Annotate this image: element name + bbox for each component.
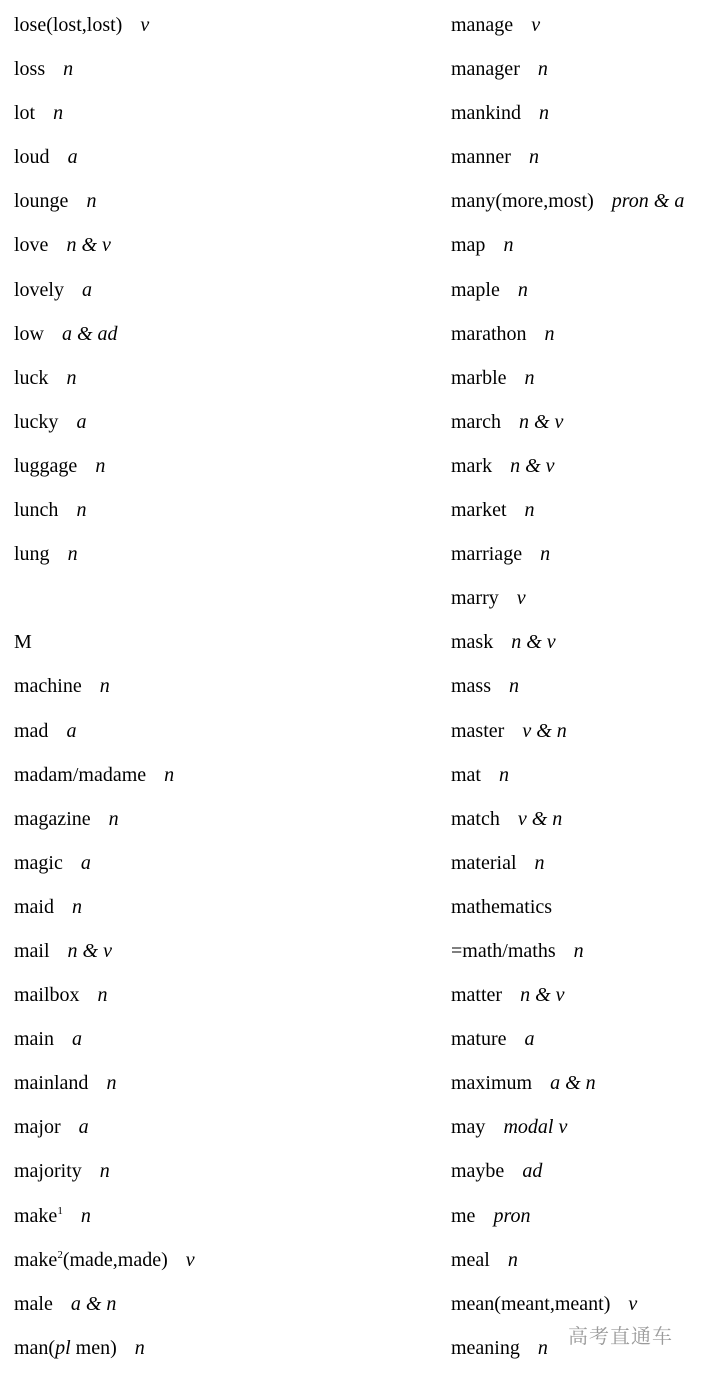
part-of-speech: n — [108, 807, 119, 830]
vocab-word: mankind — [451, 102, 521, 125]
vocab-entry — [451, 1149, 706, 1193]
vocab-entry — [451, 532, 706, 576]
part-of-speech: n & v — [66, 234, 111, 257]
part-of-speech: modal v — [503, 1116, 568, 1139]
vocab-entry — [451, 1061, 706, 1105]
part-of-speech: a — [78, 1116, 89, 1139]
vocab-entry — [14, 709, 414, 753]
vocab-entry — [14, 620, 414, 664]
vocab-entry — [14, 268, 414, 312]
part-of-speech: n — [544, 322, 555, 345]
vocab-word: majority — [14, 1160, 82, 1183]
vocab-word: mathematics — [451, 895, 553, 918]
part-of-speech: n — [99, 1160, 110, 1183]
vocab-entry — [451, 885, 706, 929]
vocab-word: map — [451, 234, 486, 257]
vocab-word: luggage — [14, 454, 78, 477]
part-of-speech: a — [80, 851, 91, 874]
vocab-word: lovely — [14, 278, 64, 301]
vocab-word: lung — [14, 543, 50, 566]
part-of-speech: n — [80, 1204, 91, 1227]
part-of-speech: n — [540, 543, 551, 566]
vocab-entry — [14, 1194, 414, 1238]
vocab-word: maximum — [451, 1072, 533, 1095]
vocab-word: march — [451, 410, 501, 433]
part-of-speech: n — [99, 675, 110, 698]
vocab-word: marriage — [451, 543, 523, 566]
vocab-word: lounge — [14, 190, 69, 213]
vocab-entry — [14, 135, 414, 179]
vocab-word: male — [14, 1292, 53, 1315]
vocab-word: magazine — [14, 807, 91, 830]
part-of-speech: n — [534, 851, 545, 874]
part-of-speech: n & v — [511, 631, 556, 654]
vocab-entry — [451, 841, 706, 885]
part-of-speech: v — [185, 1248, 195, 1271]
part-of-speech: n — [528, 146, 539, 169]
vocab-entry — [14, 1105, 414, 1149]
vocab-entry — [14, 1238, 414, 1282]
part-of-speech: n — [524, 499, 535, 522]
vocab-word: lucky — [14, 410, 59, 433]
vocab-entry — [14, 973, 414, 1017]
vocab-entry — [14, 444, 414, 488]
vocab-entry — [451, 1105, 706, 1149]
vocab-entry — [451, 753, 706, 797]
vocab-word: match — [451, 807, 500, 830]
vocab-word: meal — [451, 1248, 490, 1271]
vocab-word: maple — [451, 278, 500, 301]
part-of-speech: a — [82, 278, 92, 301]
vocab-entry — [451, 620, 706, 664]
part-of-speech: n — [86, 190, 97, 213]
vocab-word: major — [14, 1116, 61, 1139]
vocab-word: make — [14, 1248, 58, 1271]
vocab-word: =math/maths — [451, 939, 556, 962]
part-of-speech: n — [72, 895, 82, 918]
part-of-speech: a — [72, 1028, 82, 1051]
vocab-entry — [14, 1061, 414, 1105]
watermark-text: 高考直通车 — [568, 1324, 673, 1348]
vocab-word: matter — [451, 984, 503, 1007]
vocab-word: manner — [451, 146, 511, 169]
vocab-word: manage — [451, 14, 514, 36]
vocab-word: lunch — [14, 499, 59, 522]
part-of-speech: a & ad — [62, 322, 118, 345]
vocab-entry — [451, 268, 706, 312]
vocab-word: market — [451, 499, 507, 522]
part-of-speech: n — [76, 499, 87, 522]
part-of-speech: v — [516, 587, 526, 610]
vocab-word: low — [14, 322, 44, 345]
vocab-entry — [451, 223, 706, 267]
part-of-speech: n — [164, 763, 175, 786]
vocab-word: mean(meant,meant) — [451, 1292, 611, 1315]
vocab-entry — [451, 576, 706, 620]
vocab-entry — [14, 312, 414, 356]
vocab-entry — [451, 47, 706, 91]
vocab-word: maybe — [451, 1160, 505, 1183]
vocab-word: manager — [451, 58, 520, 81]
vocab-word: mat — [451, 763, 481, 786]
part-of-speech: pron — [493, 1204, 531, 1227]
part-of-speech: n — [95, 454, 106, 477]
vocab-superscript: 2 — [57, 1248, 63, 1261]
vocab-entry — [451, 1017, 706, 1061]
vocab-entry — [451, 1194, 706, 1238]
vocab-word: material — [451, 851, 517, 874]
vocab-entry — [451, 356, 706, 400]
vocab-word: lot — [14, 102, 36, 125]
part-of-speech: n & v — [510, 454, 555, 477]
vocab-word: mailbox — [14, 984, 80, 1007]
vocab-entry — [14, 532, 414, 576]
part-of-speech: a & n — [70, 1292, 117, 1315]
vocab-word: marathon — [451, 322, 527, 345]
vocab-word: mad — [14, 719, 49, 742]
part-of-speech: n — [66, 366, 77, 389]
part-of-speech: n — [503, 234, 514, 257]
part-of-speech: n & v — [518, 410, 564, 433]
vocab-word: machine — [14, 675, 82, 698]
vocab-entry — [14, 885, 414, 929]
vocab-entry — [451, 400, 706, 444]
part-of-speech: v — [140, 14, 150, 36]
part-of-speech: a — [66, 719, 77, 742]
part-of-speech: n — [134, 1336, 145, 1359]
part-of-speech: n — [517, 278, 528, 301]
part-of-speech: ad — [522, 1160, 543, 1183]
vocab-inline-italic: pl — [55, 1336, 71, 1359]
vocab-word: madam/madame — [14, 763, 147, 786]
vocab-entry — [14, 223, 414, 267]
vocab-entry — [14, 576, 414, 620]
vocab-word: mature — [451, 1028, 507, 1051]
part-of-speech: n & v — [67, 939, 112, 962]
vocab-word: mark — [451, 454, 493, 477]
part-of-speech: a — [67, 146, 78, 169]
vocab-word: luck — [14, 366, 49, 389]
vocab-entry — [451, 91, 706, 135]
vocab-superscript: 1 — [57, 1204, 63, 1217]
vocab-word: main — [14, 1028, 54, 1051]
vocab-entry — [14, 356, 414, 400]
vocab-word: M — [14, 631, 32, 654]
vocab-entry — [14, 488, 414, 532]
vocab-entry — [14, 3, 414, 47]
part-of-speech: n & v — [520, 984, 565, 1007]
part-of-speech: a & n — [550, 1072, 596, 1095]
part-of-speech: n — [67, 543, 78, 566]
vocab-word: love — [14, 234, 49, 257]
vocab-word: marble — [451, 366, 507, 389]
vocab-entry — [14, 664, 414, 708]
vocab-entry — [451, 179, 706, 223]
part-of-speech: v & n — [522, 719, 567, 742]
part-of-speech: n — [53, 102, 64, 125]
vocab-entry — [14, 47, 414, 91]
part-of-speech: v — [628, 1292, 638, 1315]
vocab-word: many(more,most) — [451, 190, 594, 213]
vocab-entry — [451, 929, 706, 973]
vocab-entry — [14, 400, 414, 444]
vocab-word: lose(lost,lost) — [14, 14, 123, 36]
part-of-speech: a — [524, 1028, 535, 1051]
vocab-entry — [14, 753, 414, 797]
vocab-entry — [14, 1149, 414, 1193]
vocab-entry — [14, 1326, 414, 1370]
vocab-entry — [451, 312, 706, 356]
right-word-column — [451, 3, 706, 1370]
left-word-column — [14, 3, 414, 1370]
vocab-word: marry — [451, 587, 499, 610]
part-of-speech: n — [507, 1248, 518, 1271]
vocab-entry — [14, 929, 414, 973]
part-of-speech: n — [573, 939, 584, 962]
vocab-word: mainland — [14, 1072, 89, 1095]
vocab-word: loss — [14, 58, 46, 81]
vocab-word: loud — [14, 146, 50, 169]
vocab-entry — [451, 444, 706, 488]
part-of-speech: n — [537, 1336, 548, 1359]
vocab-entry — [451, 488, 706, 532]
part-of-speech: n — [509, 675, 519, 698]
vocab-entry — [14, 797, 414, 841]
vocab-entry — [451, 135, 706, 179]
vocab-entry — [451, 709, 706, 753]
vocab-entry — [14, 91, 414, 135]
vocab-entry — [14, 1282, 414, 1326]
part-of-speech: n — [63, 58, 74, 81]
part-of-speech: n — [97, 984, 108, 1007]
part-of-speech: v — [531, 14, 541, 36]
vocab-word: magic — [14, 851, 63, 874]
vocab-word: may — [451, 1116, 486, 1139]
vocab-word: make — [14, 1204, 58, 1227]
part-of-speech: a — [76, 410, 87, 433]
vocab-entry — [14, 1017, 414, 1061]
vocab-entry — [451, 973, 706, 1017]
vocab-word: master — [451, 719, 505, 742]
vocab-entry — [14, 179, 414, 223]
vocab-word: me — [451, 1204, 476, 1227]
vocab-word-rest: (made,made) — [62, 1248, 168, 1271]
vocab-word: mail — [14, 939, 50, 962]
vocab-entry — [451, 1238, 706, 1282]
part-of-speech: pron & a — [611, 190, 685, 213]
vocab-word: meaning — [451, 1336, 520, 1359]
vocab-word-rest: men) — [70, 1336, 117, 1359]
part-of-speech: n — [106, 1072, 117, 1095]
vocab-entry — [14, 841, 414, 885]
vocab-entry — [451, 3, 706, 47]
vocab-entry — [451, 664, 706, 708]
part-of-speech: n — [499, 763, 509, 786]
part-of-speech: n — [537, 58, 548, 81]
part-of-speech: n — [539, 102, 549, 125]
vocab-word: man( — [14, 1336, 56, 1359]
part-of-speech: n — [524, 366, 535, 389]
vocab-word: mask — [451, 631, 494, 654]
vocab-word: mass — [451, 675, 491, 698]
vocab-entry — [451, 797, 706, 841]
part-of-speech: v & n — [517, 807, 563, 830]
vocab-word: maid — [14, 895, 54, 918]
